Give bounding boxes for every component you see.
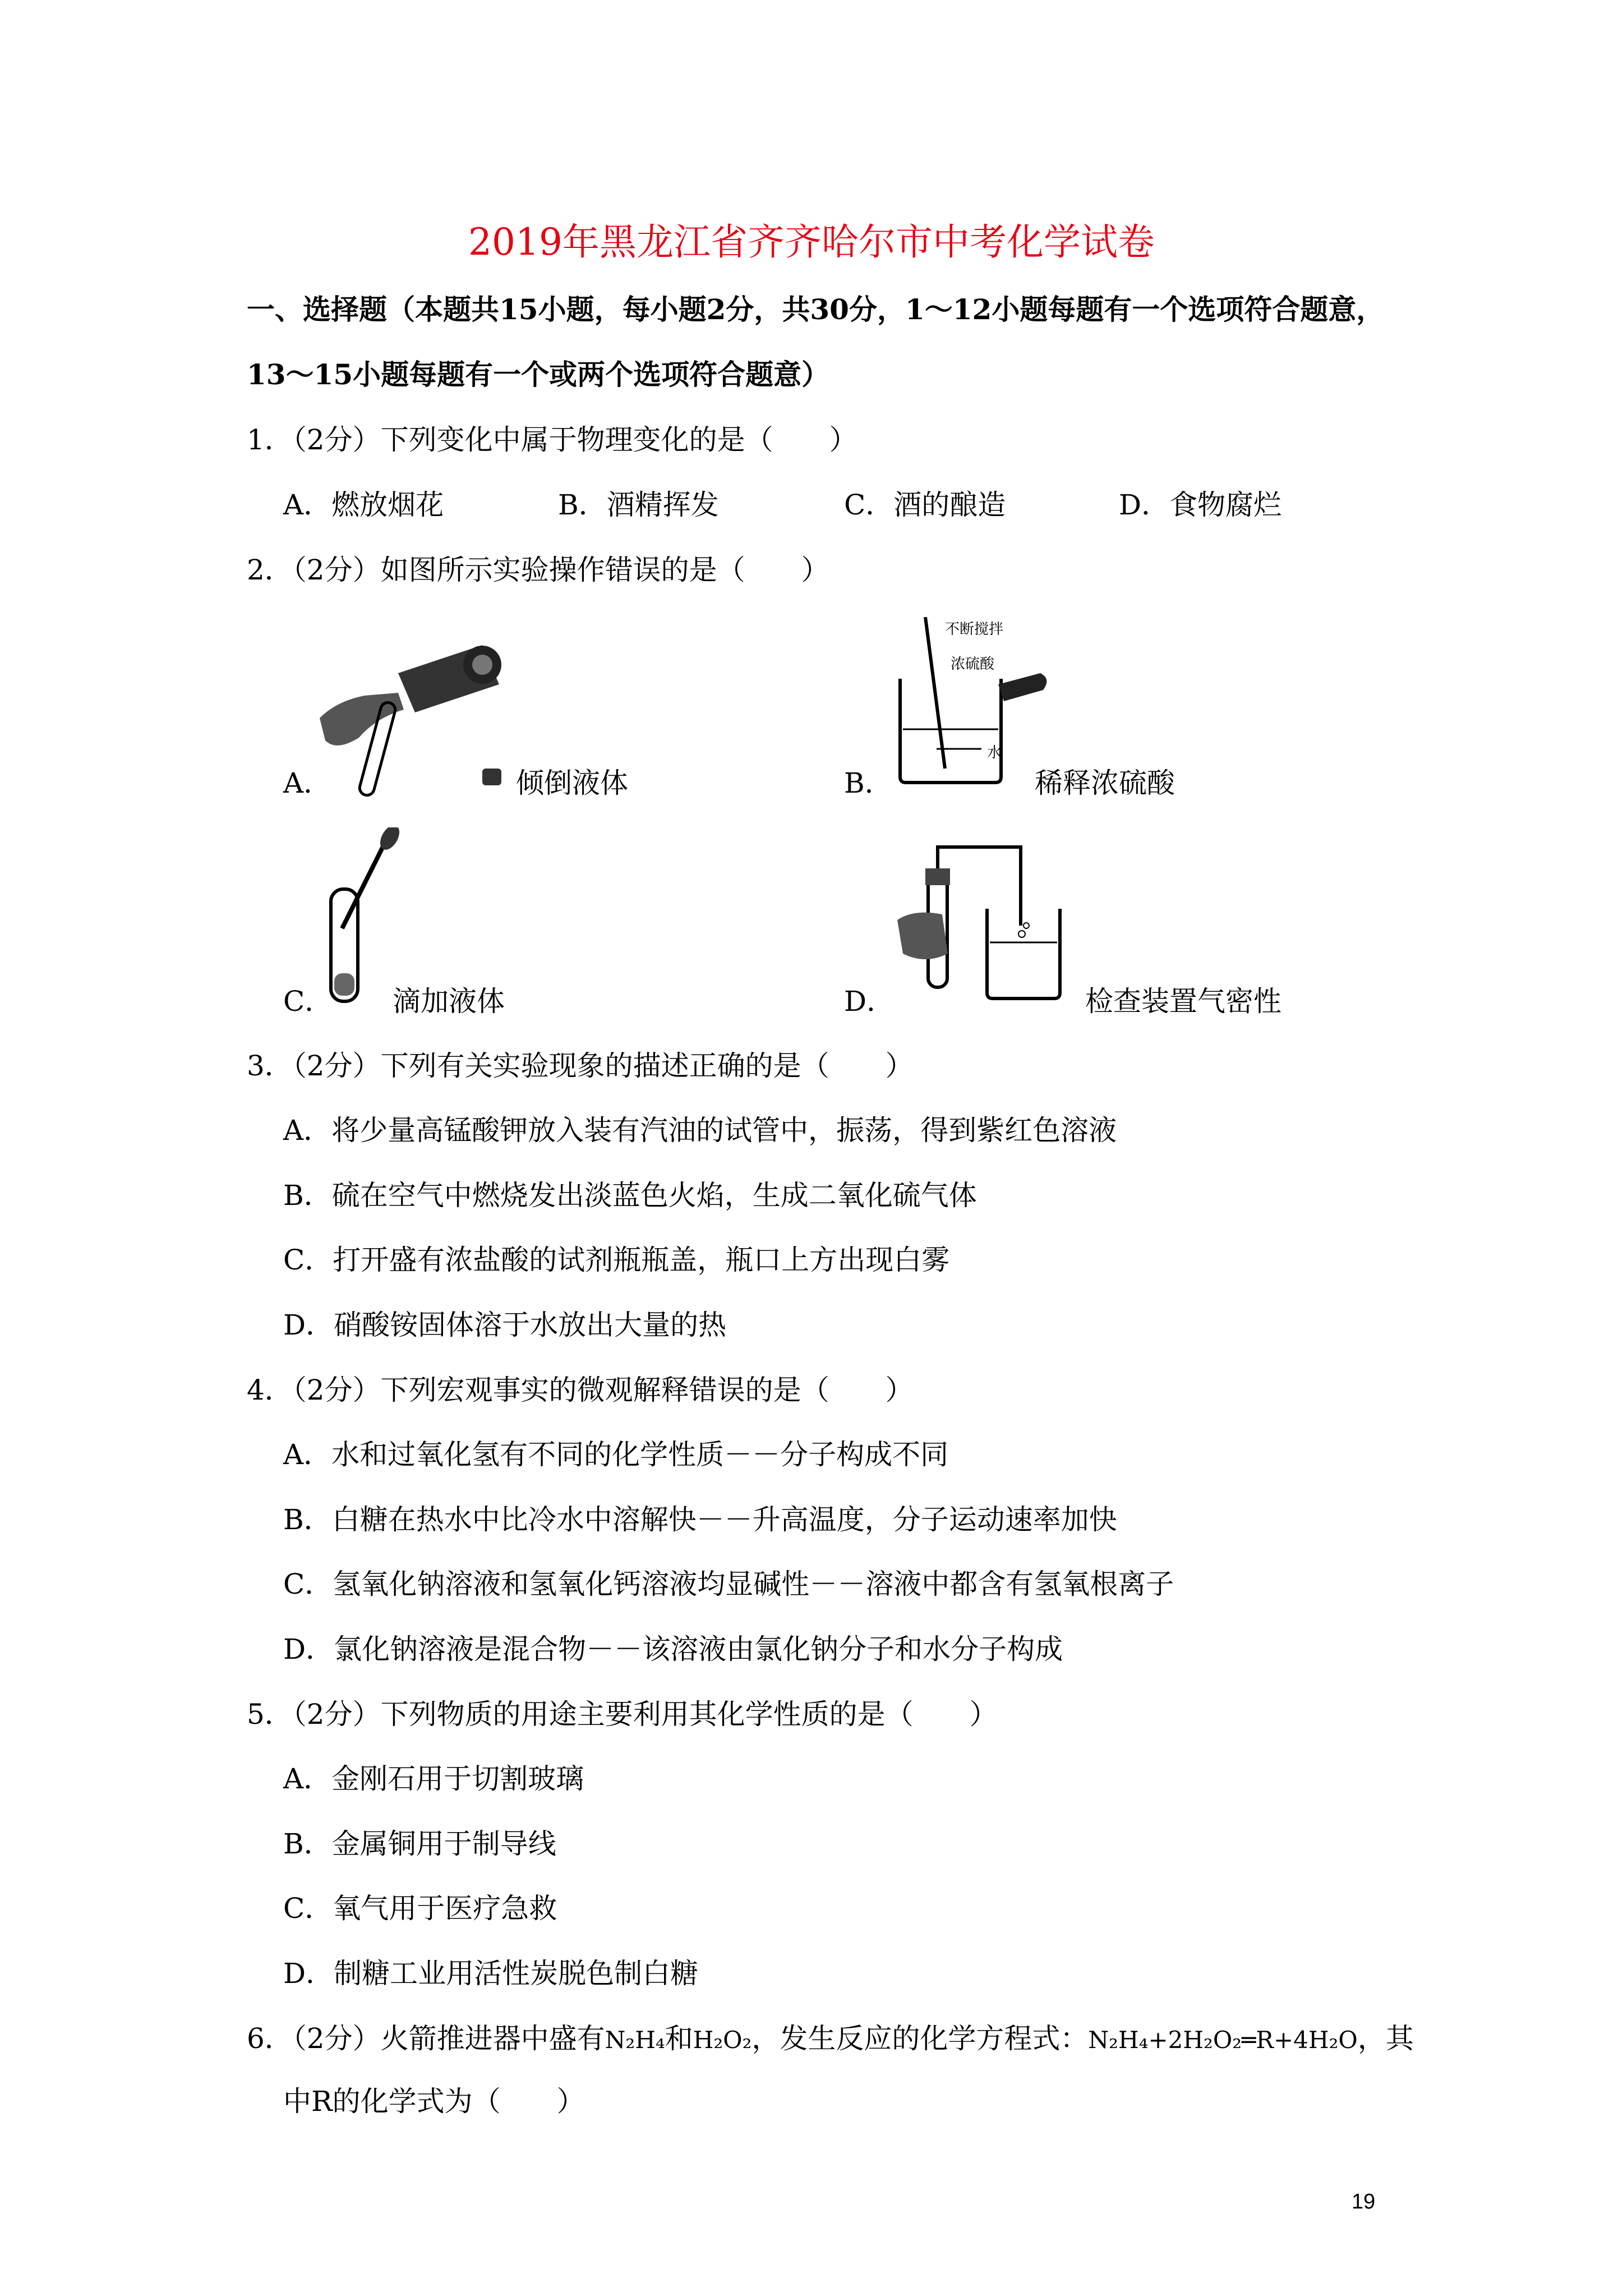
q3-stem: 3．（2分）下列有关实验现象的描述正确的是（ ） bbox=[247, 1050, 914, 1082]
q4-option-b: B．白糖在热水中比冷水中溶解快－－升高温度，分子运动速率加快 bbox=[283, 1503, 1117, 1536]
q5-option-a: A．金刚石用于切割玻璃 bbox=[283, 1763, 584, 1795]
page-title: 2019年黑龙江省齐齐哈尔市中考化学试卷 bbox=[468, 220, 1155, 264]
dropper-figure bbox=[320, 827, 415, 1007]
q1-option-a: A．燃放烟花 bbox=[283, 489, 444, 521]
q2-b-label: B． bbox=[844, 767, 893, 799]
q4-option-a: A．水和过氧化氢有不同的化学性质－－分子构成不同 bbox=[283, 1438, 949, 1471]
q2-a-caption: 倾倒液体 bbox=[516, 767, 628, 799]
q2-c-caption: 滴加液体 bbox=[393, 985, 505, 1018]
q6-formula-h2o2: H₂O₂ bbox=[693, 2026, 752, 2054]
q2-d-label: D． bbox=[844, 985, 895, 1018]
q5-option-c: C．氧气用于医疗急救 bbox=[283, 1892, 557, 1925]
q1-option-c: C．酒的酿造 bbox=[844, 489, 1006, 521]
q5-option-d: D．制糖工业用活性炭脱色制白糖 bbox=[283, 1957, 699, 1990]
pouring-liquid-figure bbox=[314, 639, 527, 802]
q2-b-caption: 稀释浓硫酸 bbox=[1035, 767, 1175, 799]
q6-mid: ，发生反应的化学方程式： bbox=[751, 2022, 1089, 2055]
q6-stem-line2: 中R的化学式为（ ） bbox=[283, 2085, 585, 2118]
q2-a-label: A． bbox=[283, 767, 332, 799]
airtightness-figure bbox=[892, 841, 1082, 1010]
figure-label-water: 水 bbox=[987, 744, 1002, 761]
figure-label-acid: 浓硫酸 bbox=[951, 656, 995, 673]
q2-stem: 2．（2分）如图所示实验操作错误的是（ ） bbox=[247, 554, 829, 586]
q5-stem: 5．（2分）下列物质的用途主要利用其化学性质的是（ ） bbox=[247, 1698, 998, 1731]
q3-option-a: A．将少量高锰酸钾放入装有汽油的试管中，振荡，得到紫红色溶液 bbox=[283, 1114, 1117, 1147]
q4-option-d: D．氯化钠溶液是混合物－－该溶液由氯化钠分子和水分子构成 bbox=[283, 1633, 1063, 1665]
q6-stem-prefix: 6．（2分）火箭推进器中盛有 bbox=[247, 2022, 605, 2055]
dilute-acid-figure bbox=[892, 617, 1060, 785]
q1-option-d: D．食物腐烂 bbox=[1119, 489, 1282, 521]
q1-option-b: B．酒精挥发 bbox=[558, 489, 719, 521]
q1-stem: 1．（2分）下列变化中属于物理变化的是（ ） bbox=[247, 424, 857, 456]
q6-formula-n2h4: N₂H₄ bbox=[605, 2026, 665, 2054]
q4-option-c: C．氢氧化钠溶液和氢氧化钙溶液均显碱性－－溶液中都含有氢氧根离子 bbox=[283, 1568, 1174, 1600]
q2-c-label: C． bbox=[283, 985, 333, 1018]
q6-tail: ，其 bbox=[1357, 2022, 1414, 2055]
q3-option-c: C．打开盛有浓盐酸的试剂瓶瓶盖，瓶口上方出现白雾 bbox=[283, 1244, 950, 1276]
page-number: 19 bbox=[1352, 2190, 1376, 2214]
q6-and: 和 bbox=[665, 2022, 693, 2055]
q4-stem: 4．（2分）下列宏观事实的微观解释错误的是（ ） bbox=[247, 1374, 914, 1406]
section-heading-line2: 13～15小题每题有一个或两个选项符合题意） bbox=[247, 358, 830, 391]
q2-d-caption: 检查装置气密性 bbox=[1085, 985, 1281, 1018]
q6-equation: N₂H₄+2H₂O₂═R+4H₂O bbox=[1088, 2026, 1358, 2054]
section-heading-line1: 一、选择题（本题共15小题，每小题2分，共30分，1～12小题每题有一个选项符合题意， bbox=[247, 293, 1385, 326]
q6-stem-line1 bbox=[247, 2022, 1414, 2057]
q3-option-d: D．硝酸铵固体溶于水放出大量的热 bbox=[283, 1309, 727, 1341]
figure-label-stir: 不断搅拌 bbox=[945, 621, 1004, 638]
q3-option-b: B．硫在空气中燃烧发出淡蓝色火焰，生成二氧化硫气体 bbox=[283, 1179, 977, 1212]
q5-option-b: B．金属铜用于制导线 bbox=[283, 1828, 556, 1860]
